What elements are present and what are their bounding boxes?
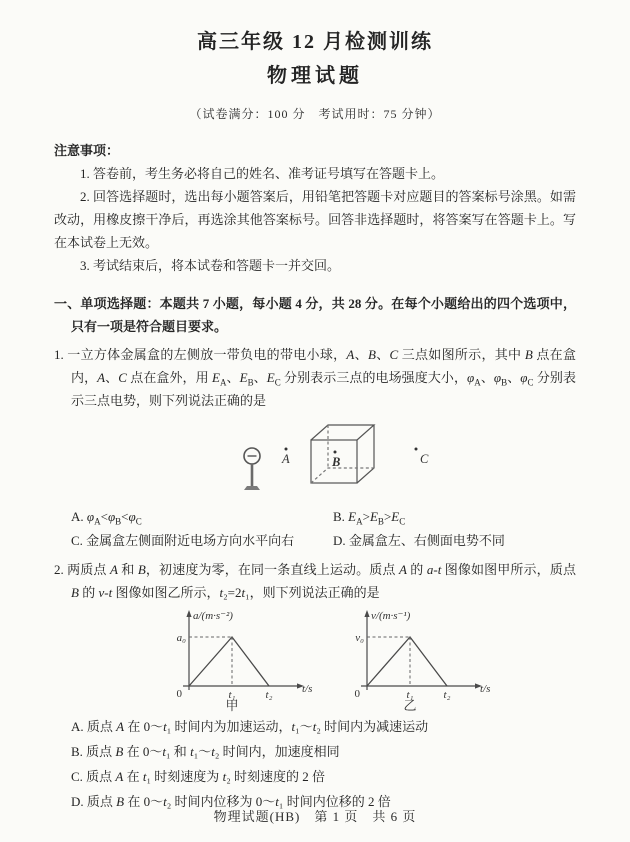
exam-subject-title: 物理试题 bbox=[267, 65, 363, 87]
negative-charge-ball-icon bbox=[244, 448, 260, 490]
y-axis-arrow-icon bbox=[364, 610, 369, 617]
point-c-label: C bbox=[420, 452, 429, 466]
q2-option-b: B. 质点 B 在 0～t₁ 和 t₁～t₂ 时间内，加速度相同 bbox=[71, 744, 340, 759]
notice-item-2: 2. 回答选择题时，选出每小题答案后，用铅笔把答题卡对应题目的答案标号涂黑。如需改动，用橡皮擦干净后，再选涂其他答案标号。回答非选择题时，将答案写在答题卡上。写在本试卷上无效。 bbox=[54, 189, 576, 250]
point-b-dot bbox=[334, 451, 337, 454]
section1-heading: 一、单项选择题：本题共 7 小题，每小题 4 分，共 28 分。在每个小题给出的四个选项中，只有一项是符合题目要求。 bbox=[54, 296, 576, 334]
notice-section bbox=[54, 139, 576, 277]
origin-label: 0 bbox=[354, 688, 360, 700]
q1-figure-cube-diagram bbox=[236, 415, 464, 505]
q1-options-row-cd bbox=[54, 529, 576, 553]
q2-graph-jia-a-t bbox=[162, 606, 314, 712]
point-a-label: A bbox=[282, 452, 290, 466]
y-axis-arrow-icon bbox=[186, 610, 191, 617]
question-2-text bbox=[54, 558, 576, 604]
metal-box-cube bbox=[311, 425, 374, 483]
notice-item-1: 1. 答卷前，考生务必将自己的姓名、准考证号填写在答题卡上。 bbox=[80, 166, 445, 181]
q2-option-d: D. 质点 B 在 0～t₂ 时间内位移为 0～t₁ 时间内位移的 2 倍 bbox=[71, 794, 391, 809]
point-a-dot bbox=[285, 448, 288, 451]
graph-caption: 甲 bbox=[225, 698, 239, 712]
question-1-text bbox=[54, 343, 576, 412]
x-axis-label: t/s bbox=[480, 683, 491, 695]
q1-options-row-ab bbox=[54, 505, 576, 529]
t2-tick-label: t₂ bbox=[265, 689, 273, 701]
q2-graph-yi-v-t bbox=[340, 606, 492, 712]
peak-value-label: a₀ bbox=[176, 632, 186, 644]
notice-heading: 注意事项： bbox=[54, 143, 120, 158]
q2-option-a: A. 质点 A 在 0～t₁ 时间内为加速运动，t₁～t₂ 时间内为减速运动 bbox=[71, 719, 429, 734]
x-axis-label: t/s bbox=[302, 683, 313, 695]
exam-title: 高三年级 12 月检测训练 bbox=[197, 31, 433, 53]
q2-option-c: C. 质点 A 在 t₁ 时刻速度为 t₂ 时刻速度的 2 倍 bbox=[71, 769, 325, 784]
t2-tick-label: t₂ bbox=[443, 689, 451, 701]
origin-label: 0 bbox=[176, 688, 182, 700]
t1-tick-label: t₁ bbox=[406, 689, 414, 701]
point-b-label: B bbox=[332, 455, 341, 469]
question-2-number: 2. bbox=[54, 562, 64, 577]
notice-item-3: 3. 考试结束后，将本试卷和答题卡一并交回。 bbox=[80, 258, 341, 273]
question-1-stem: 一立方体金属盒的左侧放一带负电的带电小球，A、B、C 三点如图所示，其中 B 点在盒内，A、C 点在盒外，用 $E_A$、$E_B$、$E_C$ 分别表示三点的电场强度大小，$\varphi_A$、$\varphi_B$、$\varphi_C$ 分别表示三点电势，则下列说法正确的是 bbox=[67, 347, 576, 408]
page-footer: 物理试题(HB) 第 1 页 共 6 页 bbox=[213, 809, 417, 824]
t1-tick-label: t₁ bbox=[228, 689, 236, 701]
q2-graphs bbox=[162, 606, 576, 712]
y-axis-label: a/(m·s⁻²) bbox=[193, 610, 233, 622]
question-2 bbox=[54, 558, 576, 814]
graph-caption: 乙 bbox=[403, 698, 417, 712]
q1-option-c: C. 金属盒左侧面附近电场方向水平向右 bbox=[71, 533, 295, 548]
y-axis-label: v/(m·s⁻¹) bbox=[371, 610, 411, 622]
q2-options bbox=[54, 714, 576, 814]
question-1-number: 1. bbox=[54, 347, 64, 362]
exam-meta-line: （试卷满分：100 分 考试用时：75 分钟） bbox=[189, 107, 441, 121]
q1-option-b: B. $E_A>E_B>E_C$ bbox=[333, 509, 406, 527]
peak-value-label: v₀ bbox=[355, 632, 364, 644]
question-1 bbox=[54, 343, 576, 553]
point-c-dot bbox=[415, 448, 418, 451]
q1-option-a: A. $\varphi_A<\varphi_B<\varphi_C$ bbox=[71, 509, 142, 527]
question-2-stem: 两质点 A 和 B，初速度为零，在同一条直线上运动。质点 A 的 a-t 图像如图甲所示，质点 B 的 v-t 图像如图乙所示，t₂=2t₁，则下列说法正确的是 bbox=[67, 562, 576, 600]
q1-option-d: D. 金属盒左、右侧面电势不同 bbox=[333, 533, 505, 548]
